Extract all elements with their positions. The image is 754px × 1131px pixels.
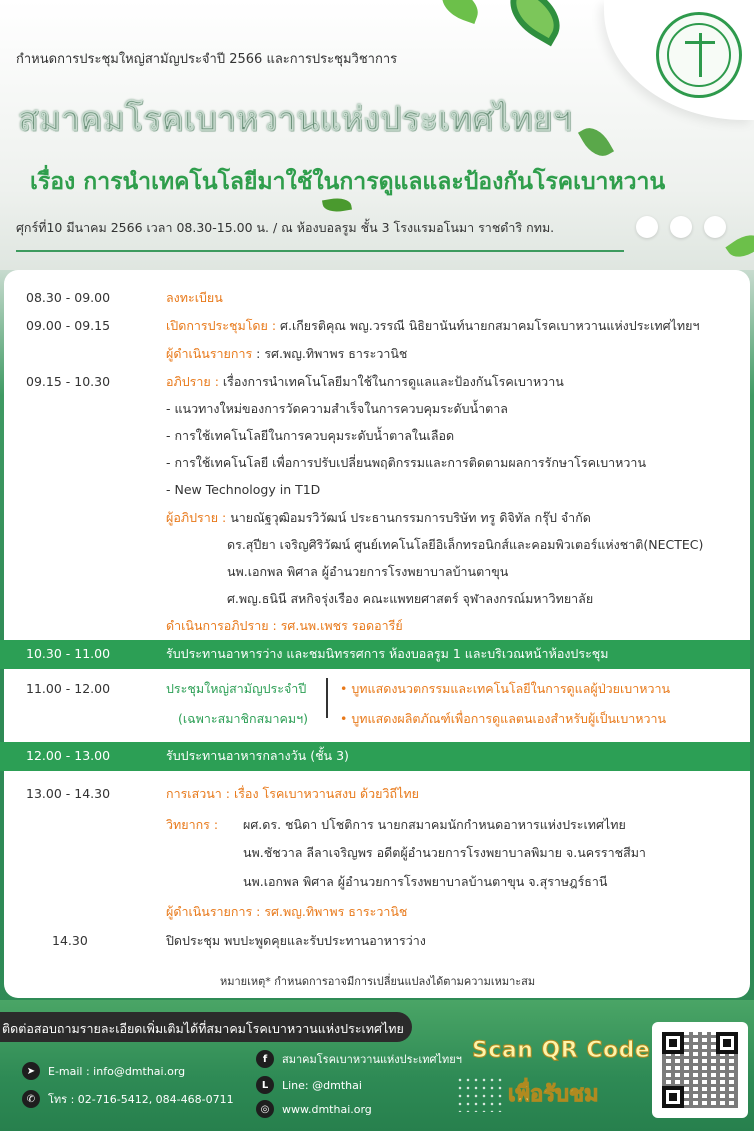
row-text: ลงทะเบียน — [166, 290, 223, 305]
phone-contact[interactable]: ✆ โทร : 02-716-5412, 084-468-0711 — [22, 1090, 234, 1108]
row-time: 09.15 - 10.30 — [26, 374, 111, 389]
facebook-link[interactable]: f สมาคมโรคเบาหวานแห่งประเทศไทยฯ — [256, 1050, 462, 1068]
row-text: ปิดประชุม พบปะพูดคุยและรับประทานอาหารว่าง — [166, 933, 426, 948]
row-time: 11.00 - 12.00 — [26, 681, 111, 696]
globe-icon: ◎ — [256, 1100, 274, 1118]
sub-heading: กำหนดการประชุมใหญ่สามัญประจำปี 2566 และการประชุมวิชาการ — [16, 52, 398, 67]
row-label: เปิดการประชุมโดย : — [166, 318, 277, 333]
row-time: 14.30 — [52, 933, 88, 948]
qr-finder — [716, 1032, 738, 1054]
lunch-bar — [0, 742, 750, 771]
panelist: ดร.สุปียา เจริญศิริวัฒน์ ศูนย์เทคโนโลยีอิเล็กทรอนิกส์และคอมพิวเตอร์แห่งชาติ(NECTEC) — [227, 537, 704, 552]
leaf-decoration — [578, 122, 614, 162]
row-time: 12.00 - 13.00 — [26, 748, 111, 763]
speaker: ผศ.ดร. ชนิดา ปโชติการ นายกสมาคมนักกำหนดอาหารแห่งประเทศไทย — [243, 817, 626, 832]
decor-dots — [636, 216, 726, 238]
header — [0, 0, 754, 270]
row-time: 13.00 - 14.30 — [26, 786, 111, 801]
scan-qr-subheading: เพื่อรับชม — [508, 1082, 599, 1107]
row-label: วิทยากร : — [166, 817, 219, 832]
row-text: ศ.เกียรติคุณ พญ.วรรณี นิธิยานันท์นายกสมาคมโรคเบาหวานแห่งประเทศไทยฯ — [276, 318, 700, 333]
facebook-icon: f — [256, 1050, 274, 1068]
row-text: : รศ.พญ.ทิพาพร ธาระวานิช — [252, 346, 408, 361]
qr-finder — [662, 1032, 684, 1054]
dot-pattern — [456, 1076, 502, 1112]
speaker: นพ.ชัชวาล ลีลาเจริญพร อดีตผู้อำนวยการโรงพยาบาลพิมาย จ.นครราชสีมา — [243, 845, 646, 860]
email-contact[interactable]: ➤ E-mail : info@dmthai.org — [22, 1062, 185, 1080]
date-venue: ศุกร์ที่10 มีนาคม 2566 เวลา 08.30-15.00 น. / ณ ห้องบอลรูม ชั้น 3 โรงแรมอโนมา ราชดำริ กทม. — [16, 220, 555, 235]
row-text: รับประทานอาหารกลางวัน (ชั้น 3) — [166, 748, 349, 763]
phone-icon: ✆ — [22, 1090, 40, 1108]
row-time: 10.30 - 11.00 — [26, 646, 111, 661]
line-icon: L — [256, 1076, 274, 1094]
row-text: รับประทานอาหารว่าง และชมนิทรรศการ ห้องบอลรูม 1 และบริเวณหน้าห้องประชุม — [166, 646, 609, 661]
footer — [0, 1000, 754, 1131]
page-title: สมาคมโรคเบาหวานแห่งประเทศไทยฯ — [18, 92, 572, 145]
line-link[interactable]: L Line: @dmthai — [256, 1076, 362, 1094]
booth-item: • บูทแสดงผลิตภัณฑ์เพื่อการดูแลตนเองสำหรับผู้เป็นเบาหวาน — [340, 711, 667, 726]
talk-title: การเสวนา : เรื่อง โรคเบาหวานสงบ ด้วยวิถีไทย — [166, 786, 419, 801]
row-text: เรื่องการนำเทคโนโลยีมาใช้ในการดูแลและป้องกันโรคเบาหวาน — [218, 374, 564, 389]
association-logo — [656, 12, 742, 98]
footnote: หมายเหตุ* กำหนดการอาจมีการเปลี่ยนแปลงได้ตามความเหมาะสม — [220, 975, 536, 988]
booth-item: • บูทแสดงนวตกรรมและเทคโนโลยีในการดูแลผู้ป่วยเบาหวาน — [340, 681, 671, 696]
panelist: ศ.พญ.ธนินี สหกิจรุ่งเรือง คณะแพทยศาสตร์ จุฬาลงกรณ์มหาวิทยาลัย — [227, 591, 594, 606]
scan-qr-heading: Scan QR Code — [472, 1038, 651, 1063]
qr-code[interactable] — [652, 1022, 748, 1118]
speaker: นพ.เอกพล พิศาล ผู้อำนวยการโรงพยาบาลบ้านตาขุน จ.สุราษฎร์ธานี — [243, 874, 608, 889]
row-label: อภิปราย : — [166, 374, 219, 389]
row-label: ผู้ดำเนินรายการ — [166, 346, 253, 361]
divider — [16, 250, 624, 252]
event-subject: เรื่อง การนำเทคโนโลยีมาใช้ในการดูแลและป้องกันโรคเบาหวาน — [30, 169, 666, 195]
panelist: นายณัฐวุฒิอมรวิวัฒน์ ประธานกรรมการบริษัท ทรู ดิจิทัล กรุ๊ป จำกัด — [226, 510, 591, 525]
assembly-note: (เฉพาะสมาชิกสมาคมฯ) — [178, 711, 308, 726]
leaf-decoration — [499, 0, 571, 46]
break-bar — [0, 640, 750, 669]
column-divider — [326, 678, 328, 718]
leaf-decoration — [437, 0, 483, 24]
website-link[interactable]: ◎ www.dmthai.org — [256, 1100, 372, 1118]
row-time: 08.30 - 09.00 — [26, 290, 111, 305]
panelist: นพ.เอกพล พิศาล ผู้อำนวยการโรงพยาบาลบ้านตาขุน — [227, 564, 509, 579]
row-label: ผู้อภิปราย : — [166, 510, 227, 525]
assembly-label: ประชุมใหญ่สามัญประจำปี — [166, 681, 307, 696]
row-time: 09.00 - 09.15 — [26, 318, 111, 333]
qr-finder — [662, 1086, 684, 1108]
leaf-decoration — [725, 228, 754, 264]
logo-backdrop — [604, 0, 754, 120]
send-icon: ➤ — [22, 1062, 40, 1080]
contact-banner: ติดต่อสอบถามรายละเอียดเพิ่มเติมได้ที่สมาคมโรคเบาหวานแห่งประเทศไทย — [0, 1012, 412, 1042]
